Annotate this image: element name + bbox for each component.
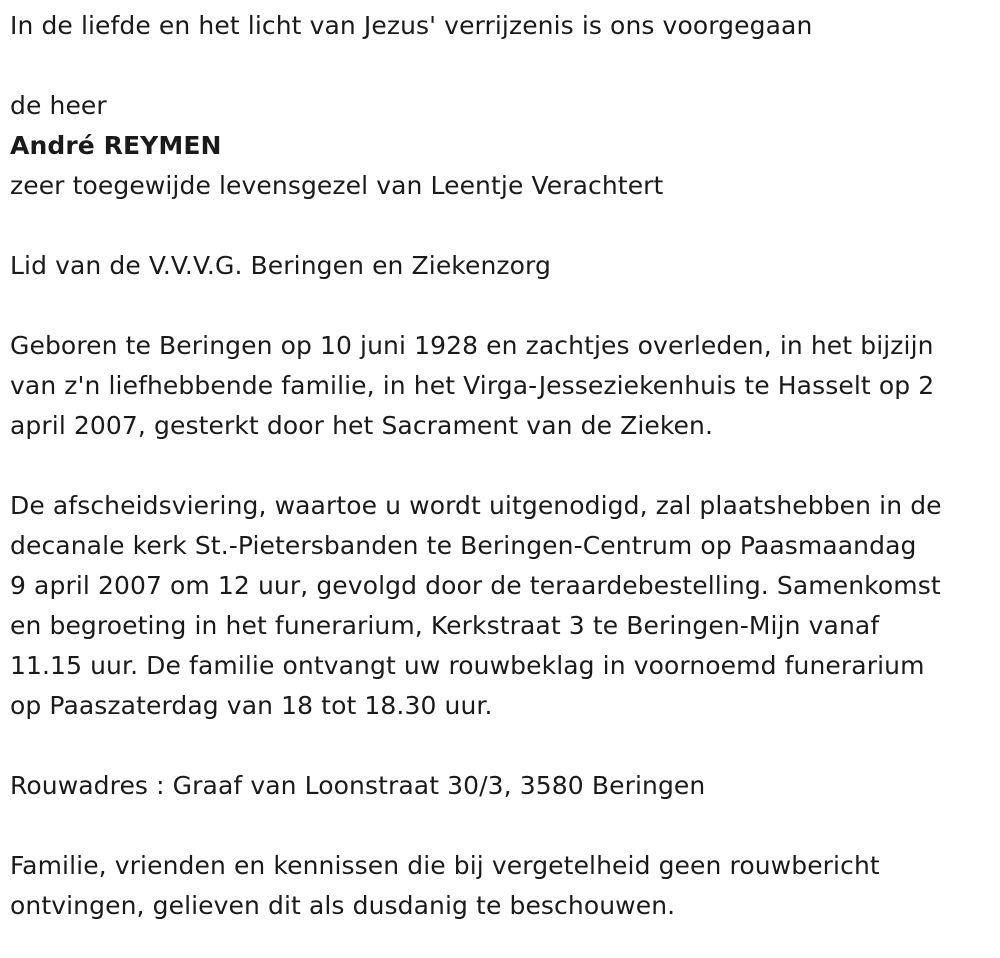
spacer bbox=[10, 726, 995, 766]
membership-text: Lid van de V.V.V.G. Beringen en Ziekenzorg bbox=[10, 251, 551, 280]
death-notice bbox=[10, 6, 995, 926]
birth-death-paragraph bbox=[10, 326, 995, 446]
paragraph-line: ontvingen, gelieven dit als dusdanig te beschouwen. bbox=[10, 891, 676, 920]
paragraph-line: Familie, vrienden en kennissen die bij vergetelheid geen rouwbericht bbox=[10, 851, 880, 880]
paragraph-line: Geboren te Beringen op 10 juni 1928 en zachtjes overleden, in het bijzijn bbox=[10, 331, 934, 360]
paragraph-line: april 2007, gesterkt door het Sacrament van de Zieken. bbox=[10, 411, 714, 440]
deceased-name: André REYMEN bbox=[10, 131, 222, 160]
paragraph-line: 11.15 uur. De familie ontvangt uw rouwbeklag in voornoemd funerarium bbox=[10, 651, 925, 680]
paragraph-line: 9 april 2007 om 12 uur, gevolgd door de teraardebestelling. Samenkomst bbox=[10, 571, 941, 600]
mourning-address: Rouwadres : Graaf van Loonstraat 30/3, 3580 Beringen bbox=[10, 771, 706, 800]
title-prefix: de heer bbox=[10, 91, 107, 120]
intro-text: In de liefde en het licht van Jezus' verrijzenis is ons voorgegaan bbox=[10, 11, 813, 40]
paragraph-line: en begroeting in het funerarium, Kerkstraat 3 te Beringen-Mijn vanaf bbox=[10, 611, 880, 640]
paragraph-line: De afscheidsviering, waartoe u wordt uitgenodigd, zal plaatshebben in de bbox=[10, 491, 942, 520]
paragraph-line: op Paaszaterdag van 18 tot 18.30 uur. bbox=[10, 691, 493, 720]
relation-text: zeer toegewijde levensgezel van Leentje Verachtert bbox=[10, 171, 664, 200]
spacer bbox=[10, 206, 995, 246]
spacer bbox=[10, 446, 995, 486]
paragraph-line: van z'n liefhebbende familie, in het Virga-Jesseziekenhuis te Hasselt op 2 bbox=[10, 371, 935, 400]
spacer bbox=[10, 286, 995, 326]
closing-paragraph bbox=[10, 846, 995, 926]
paragraph-line: decanale kerk St.-Pietersbanden te Beringen-Centrum op Paasmaandag bbox=[10, 531, 917, 560]
spacer bbox=[10, 46, 995, 86]
ceremony-paragraph bbox=[10, 486, 995, 726]
spacer bbox=[10, 806, 995, 846]
